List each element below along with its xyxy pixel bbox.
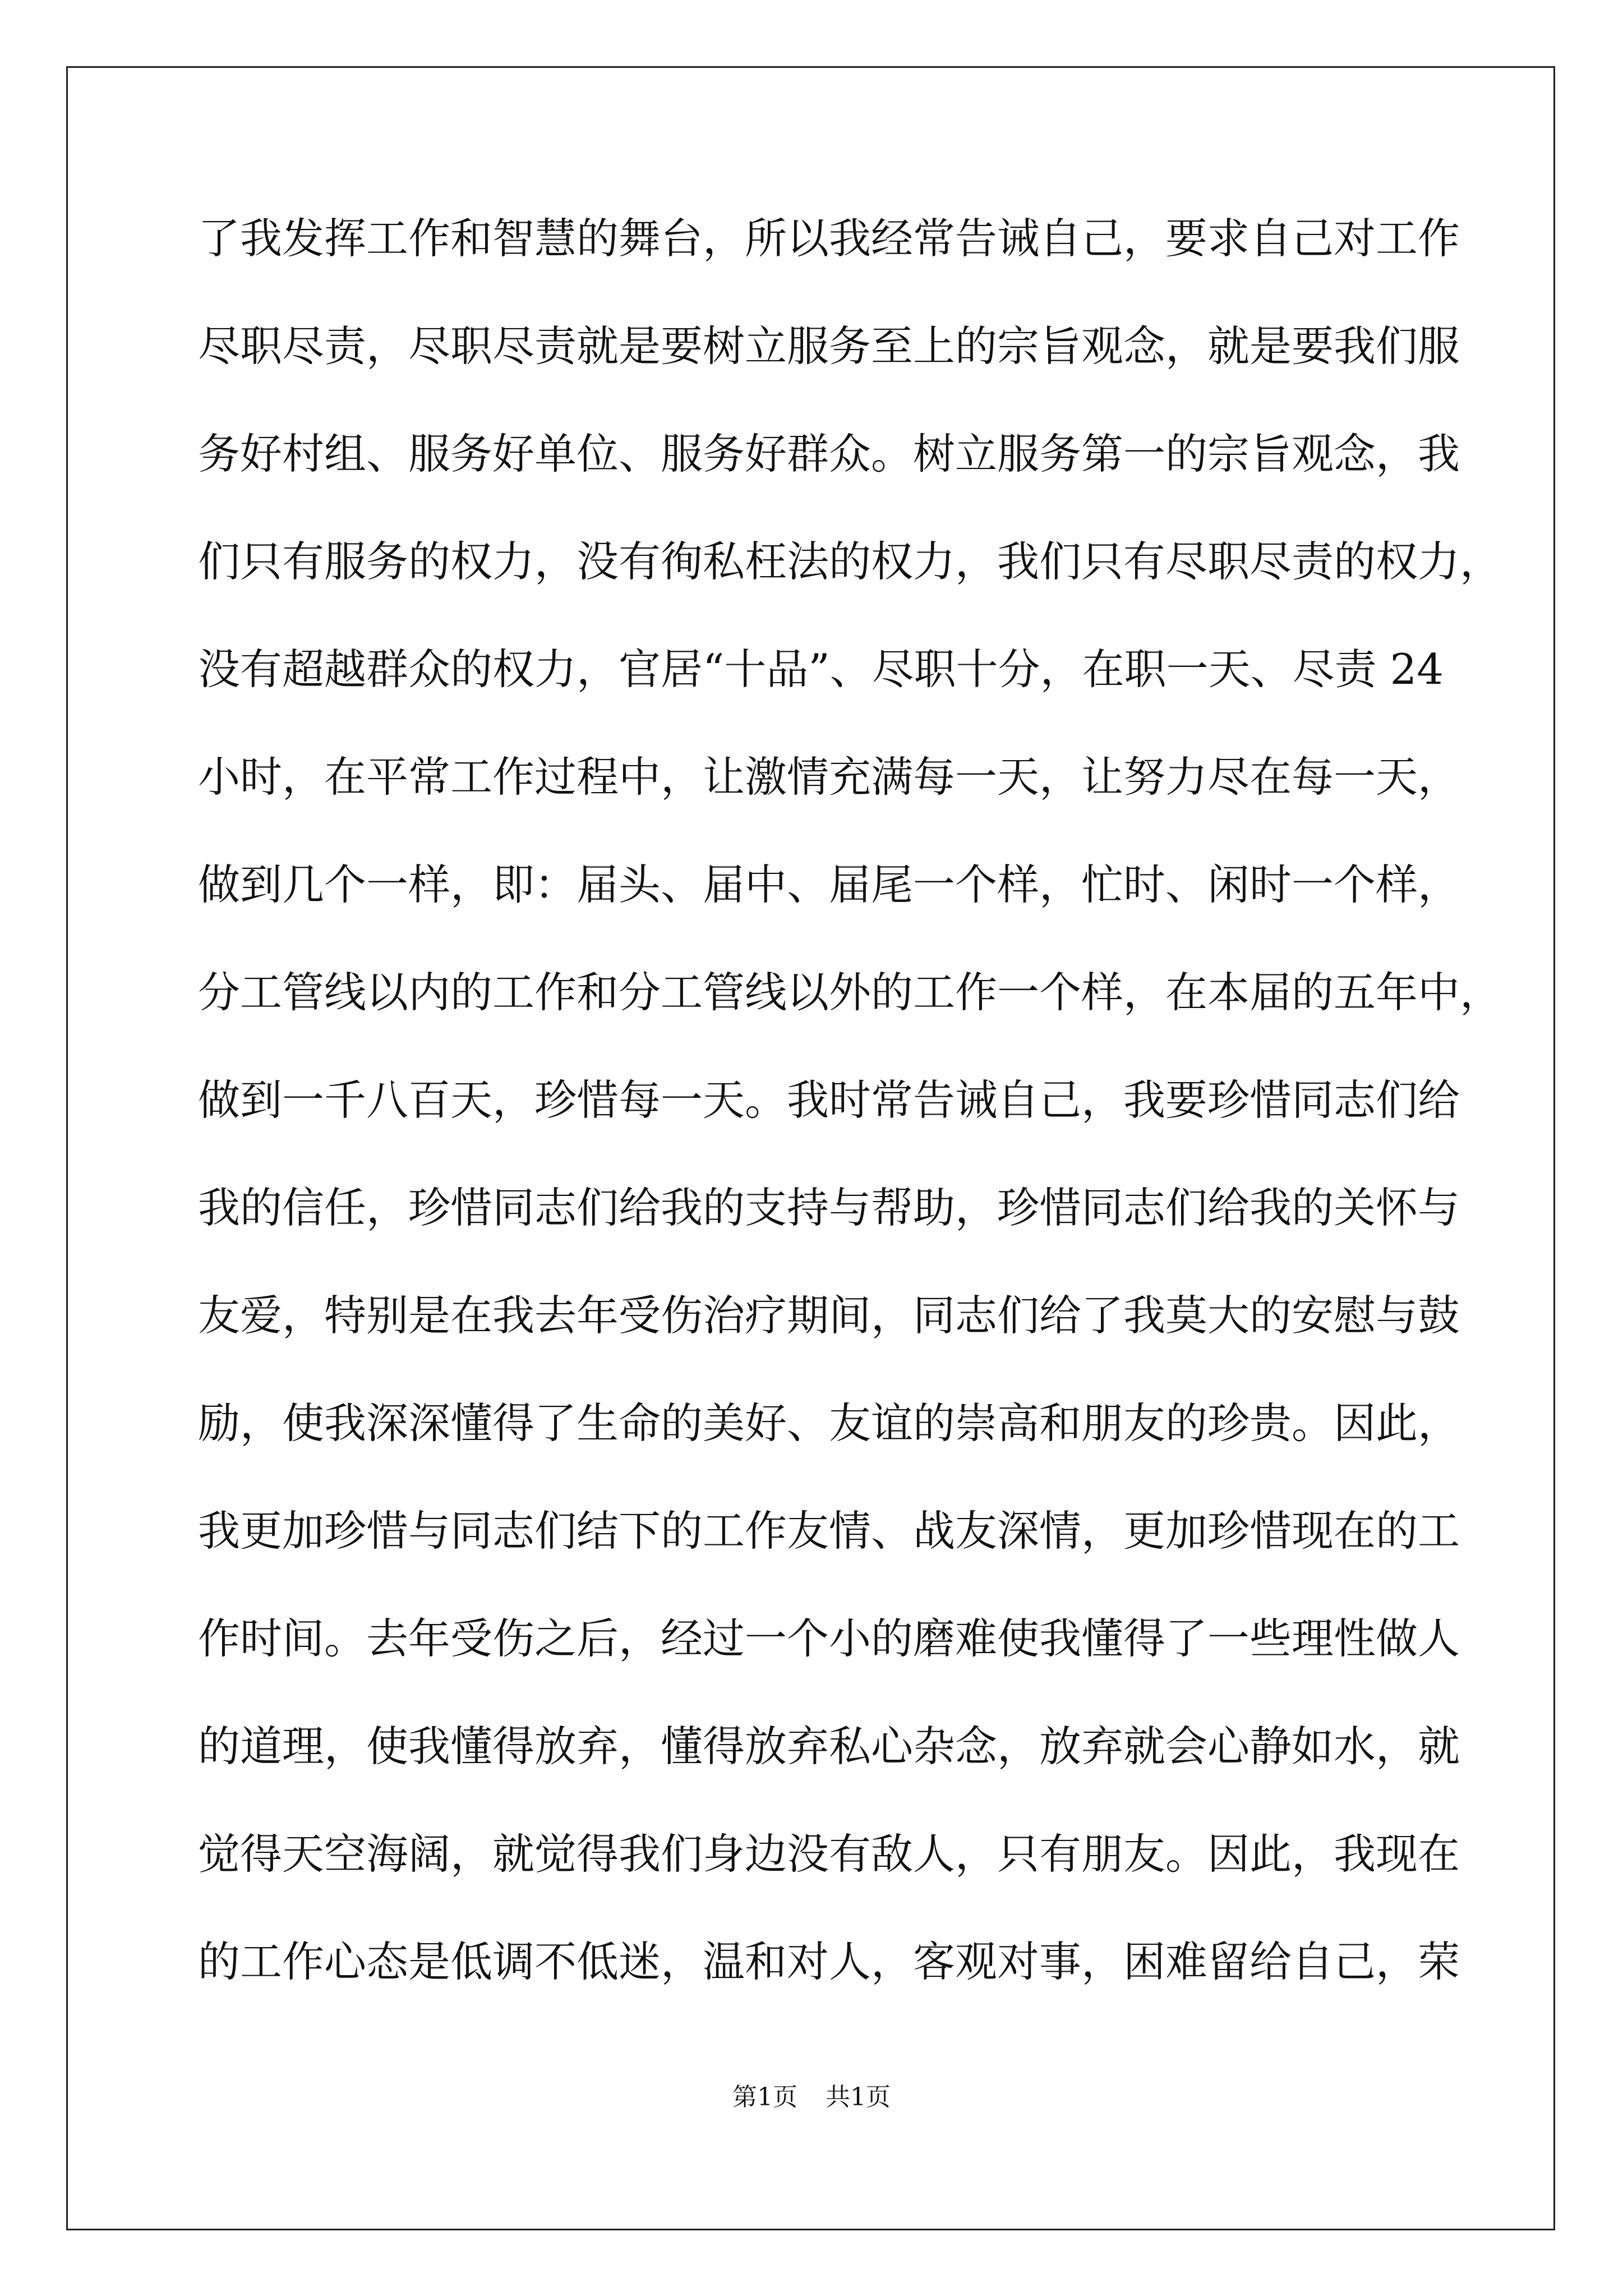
- page-footer: [0, 2082, 1623, 2113]
- text-line-1: 了我发挥工作和智慧的舞台，所以我经常告诫自己，要求自己对工作: [198, 214, 1460, 263]
- page-number-total: 共1页: [826, 2083, 891, 2111]
- text-line-15: 的道理，使我懂得放弃，懂得放弃私心杂念，放弃就会心静如水，就: [198, 1722, 1460, 1771]
- text-line-3: 务好村组、服务好单位、服务好群众。树立服务第一的宗旨观念，我: [198, 429, 1460, 478]
- text-line-7: 做到几个一样，即：届头、届中、届尾一个样，忙时、闲时一个样，: [198, 860, 1460, 909]
- text-line-10: 我的信任，珍惜同志们给我的支持与帮助，珍惜同志们给我的关怀与: [198, 1183, 1460, 1232]
- text-line-16: 觉得天空海阔，就觉得我们身边没有敌人，只有朋友。因此，我现在: [198, 1829, 1460, 1879]
- text-line-17: 的工作心态是低调不低迷，温和对人，客观对事，困难留给自己，荣: [198, 1937, 1460, 1986]
- text-line-11: 友爱，特别是在我去年受伤治疗期间，同志们给了我莫大的安慰与鼓: [198, 1291, 1460, 1340]
- text-line-5: 没有超越群众的权力，官居“十品”、尽职十分，在职一天、尽责 24: [198, 645, 1444, 694]
- text-line-8: 分工管线以内的工作和分工管线以外的工作一个样，在本届的五年中，: [198, 968, 1502, 1017]
- page-border: [66, 66, 1555, 2230]
- text-line-9: 做到一千八百天，珍惜每一天。我时常告诫自己，我要珍惜同志们给: [198, 1075, 1460, 1125]
- page-number-current: 第1页: [732, 2083, 797, 2111]
- text-line-12: 励，使我深深懂得了生命的美好、友谊的崇高和朋友的珍贵。因此，: [198, 1398, 1460, 1448]
- text-line-2: 尽职尽责，尽职尽责就是要树立服务至上的宗旨观念，就是要我们服: [198, 321, 1460, 371]
- text-line-6: 小时，在平常工作过程中，让激情充满每一天，让努力尽在每一天，: [198, 752, 1460, 802]
- text-line-13: 我更加珍惜与同志们结下的工作友情、战友深情，更加珍惜现在的工: [198, 1506, 1460, 1556]
- text-line-14: 作时间。去年受伤之后，经过一个小的磨难使我懂得了一些理性做人: [198, 1614, 1460, 1663]
- text-line-4: 们只有服务的权力，没有徇私枉法的权力，我们只有尽职尽责的权力，: [198, 537, 1502, 586]
